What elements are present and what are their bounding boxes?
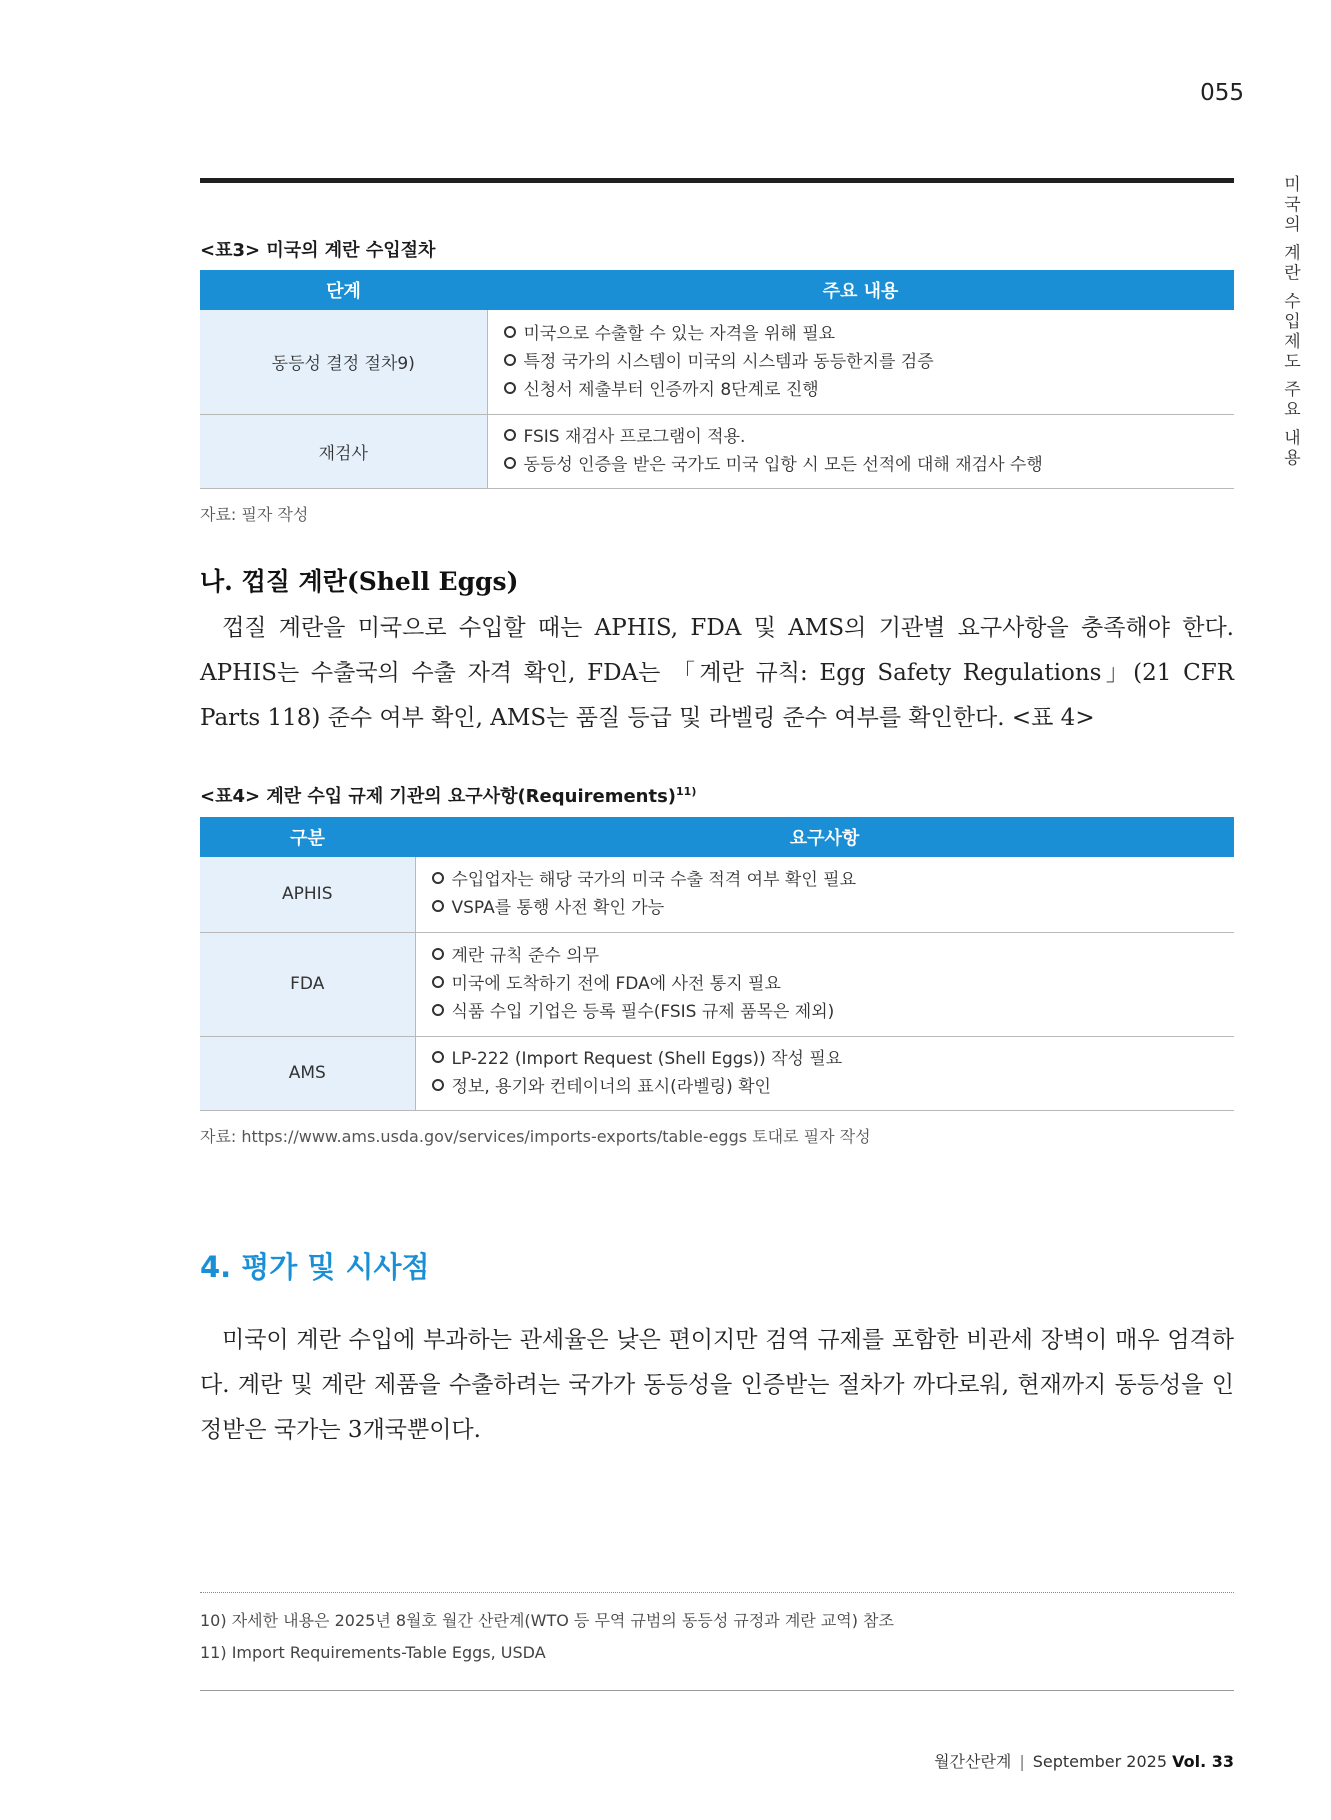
paragraph-2: 미국이 계란 수입에 부과하는 관세율은 낮은 편이지만 검역 규제를 포함한 비관세 장벽이 매우 엄격하다. 계란 및 계란 제품을 수출하려는 국가가 동등성을 인증받는 절차가 까다로워, 현재까지 동등성을 인정받은 국가는 3개국뿐이다. <box>200 1327 1234 1443</box>
list-item: 특정 국가의 시스템이 미국의 시스템과 동등한지를 검증 <box>504 348 1235 376</box>
table4-content-cell <box>415 932 1234 1036</box>
list-item: 신청서 제출부터 인증까지 8단계로 진행 <box>504 376 1235 404</box>
table-row <box>200 1036 1234 1110</box>
table3-header-content: 주요 내용 <box>487 270 1234 310</box>
list-item: 계란 규칙 준수 의무 <box>432 942 1235 970</box>
table3-caption: <표3> 미국의 계란 수입절차 <box>200 240 436 261</box>
table4-source: 자료: https://www.ams.usda.gov/services/imports-exports/table-eggs 토대로 필자 작성 <box>200 1127 871 1146</box>
table3-stage-cell: 동등성 결정 절차9) <box>200 310 487 414</box>
paragraph-1: 껍질 계란을 미국으로 수입할 때는 APHIS, FDA 및 AMS의 기관별 요구사항을 충족해야 한다. APHIS는 수출국의 수출 자격 확인, FDA는 「계란 규칙: Egg Safety Regulations」(21 CFR Parts 118) 준수 여부 확인, AMS는 품질 등급 및 라벨링 준수 여부를 확인한다. <표 4> <box>200 615 1234 731</box>
volume-number: Vol. 33 <box>1172 1752 1234 1771</box>
circle-bullet-icon <box>432 1051 444 1063</box>
page-footer <box>820 1749 1234 1772</box>
subheading: 나. 껍질 계란(Shell Eggs) <box>200 567 519 596</box>
list-item: FSIS 재검사 프로그램이 적용. <box>504 423 1235 451</box>
footer-separator: | <box>1019 1752 1025 1771</box>
list-item: 미국으로 수출할 수 있는 자격을 위해 필요 <box>504 320 1235 348</box>
table3 <box>200 270 1234 489</box>
list-item: 식품 수입 기업은 등록 필수(FSIS 규제 품목은 제외) <box>432 998 1235 1026</box>
table3-stage-cell: 재검사 <box>200 414 487 488</box>
table4-content-cell <box>415 1036 1234 1110</box>
circle-bullet-icon <box>432 900 444 912</box>
table4-stage-cell: AMS <box>200 1036 415 1110</box>
circle-bullet-icon <box>432 976 444 988</box>
circle-bullet-icon <box>504 429 516 441</box>
list-item: 수입업자는 해당 국가의 미국 수출 적격 여부 확인 필요 <box>432 866 1235 894</box>
table4-header-category: 구분 <box>200 817 415 857</box>
circle-bullet-icon <box>432 1079 444 1091</box>
circle-bullet-icon <box>432 872 444 884</box>
list-item: 동등성 인증을 받은 국가도 미국 입항 시 모든 선적에 대해 재검사 수행 <box>504 451 1235 479</box>
table4-stage-cell: FDA <box>200 932 415 1036</box>
table4-content-cell <box>415 857 1234 932</box>
table-row <box>200 414 1234 488</box>
circle-bullet-icon <box>432 1004 444 1016</box>
circle-bullet-icon <box>504 457 516 469</box>
list-item: VSPA를 통행 사전 확인 가능 <box>432 894 1235 922</box>
table3-source: 자료: 필자 작성 <box>200 505 309 524</box>
bottom-rule <box>200 1690 1234 1691</box>
side-title: 미국의 계란 수입제도 주요 내용 <box>1280 175 1300 469</box>
top-rule <box>200 178 1234 183</box>
table3-content-cell <box>487 414 1234 488</box>
table3-content-cell <box>487 310 1234 414</box>
page-number: 055 <box>1200 80 1244 106</box>
circle-bullet-icon <box>504 382 516 394</box>
table4 <box>200 817 1234 1111</box>
section-title: 4. 평가 및 시사점 <box>200 1250 430 1284</box>
list-item: 정보, 용기와 컨테이너의 표시(라벨링) 확인 <box>432 1073 1235 1101</box>
circle-bullet-icon <box>432 948 444 960</box>
circle-bullet-icon <box>504 354 516 366</box>
table-row <box>200 310 1234 414</box>
table4-header-requirements: 요구사항 <box>415 817 1234 857</box>
footnote-10: 10) 자세한 내용은 2025년 8월호 월간 산란계(WTO 등 무역 규범의 동등성 규정과 계란 교역) 참조 <box>200 1611 894 1630</box>
table-row <box>200 857 1234 932</box>
magazine-name: 월간산란계 <box>934 1752 1012 1771</box>
footnote-divider <box>200 1592 1234 1593</box>
circle-bullet-icon <box>504 326 516 338</box>
table4-caption: <표4> 계란 수입 규제 기관의 요구사항(Requirements)$^{11)}$ <box>200 785 697 807</box>
table4-stage-cell: APHIS <box>200 857 415 932</box>
table-row <box>200 932 1234 1036</box>
footnote-ref: 11) <box>676 785 697 798</box>
issue-date: September 2025 <box>1032 1752 1167 1771</box>
list-item: 미국에 도착하기 전에 FDA에 사전 통지 필요 <box>432 970 1235 998</box>
footnote-11: 11) Import Requirements-Table Eggs, USDA <box>200 1643 546 1662</box>
list-item: LP-222 (Import Request (Shell Eggs)) 작성 필요 <box>432 1045 1235 1073</box>
table3-header-stage: 단계 <box>200 270 487 310</box>
